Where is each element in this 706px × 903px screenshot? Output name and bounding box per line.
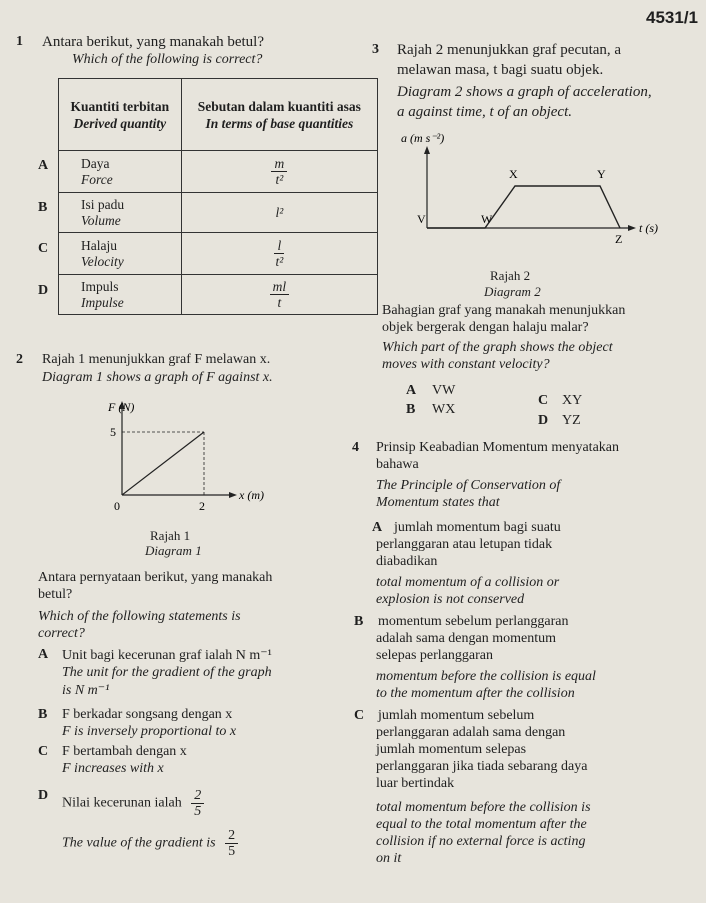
q2-option-c-en: F increases with x	[62, 761, 164, 776]
q1-head-col1: Kuantiti terbitan Derived quantity	[59, 79, 182, 151]
fraction: $\frac{2}{5}$	[225, 828, 238, 859]
q4-option-c-ms-2: perlanggaran adalah sama dengan	[376, 725, 566, 740]
fraction: $\frac{ml}{t}$	[270, 279, 290, 310]
table-row: Isi padu Volume l²	[59, 193, 378, 233]
q4-stem-ms-1: Prinsip Keabadian Momentum menyatakan	[376, 440, 619, 455]
q4-option-b-ms-3: selepas perlanggaran	[376, 648, 493, 663]
q2-option-d-letter[interactable]: D	[38, 788, 49, 803]
q4-option-c-en-2: equal to the total momentum after the	[376, 817, 587, 832]
q4-option-a-ms-3: diabadikan	[376, 554, 438, 569]
q4-option-c-ms-3: jumlah momentum selepas	[376, 742, 527, 757]
q1-option-letter-c[interactable]: C	[38, 241, 49, 256]
q4-option-b-en-2: to the momentum after the collision	[376, 686, 575, 701]
q2-x-tick: 2	[199, 499, 205, 513]
q4-stem-en-1: The Principle of Conservation of	[376, 478, 561, 493]
q3-option-c: XY	[562, 393, 583, 408]
q4-option-c-ms-1: jumlah momentum sebelum	[378, 708, 535, 723]
q3-option-a-letter[interactable]: A	[406, 383, 417, 398]
q4-option-c-ms-4: perlanggaran jika tiada sebarang daya	[376, 759, 588, 774]
q4-stem-ms-2: bahawa	[376, 457, 419, 472]
q1-option-letter-d[interactable]: D	[38, 283, 49, 298]
q3-number: 3	[372, 42, 379, 57]
q2-option-b-en: F is inversely proportional to x	[62, 724, 237, 739]
q1-number: 1	[16, 34, 23, 49]
q2-caption-en: Diagram 1	[145, 543, 202, 558]
q4-option-a-ms-1: jumlah momentum bagi suatu	[394, 520, 561, 535]
q2-y-axis-label: F (N)	[108, 400, 135, 414]
q2-question-ms-2: betul?	[38, 587, 73, 602]
q2-y-tick: 5	[110, 425, 116, 439]
q3-stem-ms-2: melawan masa, t bagi suatu objek.	[397, 62, 604, 78]
q3-question-ms-2: objek bergerak dengan halaju malar?	[382, 320, 589, 335]
q2-caption-ms: Rajah 1	[150, 528, 191, 543]
q4-option-c-en-1: total momentum before the collision is	[376, 800, 591, 815]
q2-question-en-2: correct?	[38, 626, 85, 641]
q4-option-a-letter[interactable]: A	[372, 520, 383, 535]
q2-option-d-en: The value of the gradient is $\frac{2}{5}$	[62, 828, 238, 859]
q3-option-d-letter[interactable]: D	[538, 413, 549, 428]
q1-table	[58, 78, 378, 315]
q4-option-c-en-4: on it	[376, 851, 402, 866]
q1-stem-ms: Antara berikut, yang manakah betul?	[42, 34, 264, 50]
q3-point-y: Y	[597, 167, 606, 181]
fraction: $\frac{m}{\text{t²}}$	[271, 156, 287, 187]
q4-option-b-ms-2: adalah sama dengan momentum	[376, 631, 556, 646]
q1-head-col2: Sebutan dalam kuantiti asas In terms of base quantities	[181, 79, 377, 151]
q1-option-letter-b[interactable]: B	[38, 200, 48, 215]
table-row: Daya Force $\frac{m}{\text{t²}}$	[59, 151, 378, 193]
q4-option-b-ms-1: momentum sebelum perlanggaran	[378, 614, 569, 629]
q2-option-b-ms: F berkadar songsang dengan x	[62, 707, 233, 722]
q3-option-a: VW	[432, 383, 456, 398]
q4-number: 4	[352, 440, 359, 455]
q4-option-a-en-2: explosion is not conserved	[376, 592, 525, 607]
q2-question-ms-1: Antara pernyataan berikut, yang manakah	[38, 570, 273, 585]
q2-option-c-ms: F bertambah dengan x	[62, 744, 187, 759]
q2-question-en-1: Which of the following statements is	[38, 609, 241, 624]
q3-option-b: WX	[432, 402, 456, 417]
q3-question-en-2: moves with constant velocity?	[382, 357, 550, 372]
q3-question-ms-1: Bahagian graf yang manakah menunjukkan	[382, 303, 626, 318]
q4-option-c-en-3: collision if no external force is acting	[376, 834, 586, 849]
q3-point-z: Z	[615, 232, 623, 246]
q3-option-b-letter[interactable]: B	[406, 402, 416, 417]
q2-graph	[100, 395, 270, 525]
q2-option-d-ms: Nilai kecerunan ialah $\frac{2}{5}$	[62, 788, 204, 819]
q2-stem-ms: Rajah 1 menunjukkan graf F melawan x.	[42, 352, 271, 367]
q4-option-a-en-1: total momentum of a collision or	[376, 575, 560, 590]
q2-x-axis-label: x (m)	[239, 488, 264, 502]
q2-option-a-ms: Unit bagi kecerunan graf ialah N m⁻¹	[62, 648, 272, 663]
q3-stem-en-1: Diagram 2 shows a graph of acceleration,	[397, 84, 652, 100]
q3-graph	[395, 128, 670, 268]
q2-option-a-en-1: The unit for the gradient of the graph	[62, 665, 272, 680]
table-row: Impuls Impulse $\frac{ml}{t}$	[59, 275, 378, 315]
q3-y-axis-label: a (m s⁻²)	[401, 131, 445, 145]
q3-graph-line	[427, 186, 620, 228]
q2-graph-line	[122, 432, 204, 495]
q3-x-axis-label: t (s)	[639, 221, 658, 235]
q2-option-b-letter[interactable]: B	[38, 707, 48, 722]
q3-point-x: X	[509, 167, 518, 181]
q4-option-c-ms-5: luar bertindak	[376, 776, 455, 791]
q4-option-b-en-1: momentum before the collision is equal	[376, 669, 596, 684]
q2-option-c-letter[interactable]: C	[38, 744, 49, 759]
q4-option-a-ms-2: perlanggaran atau letupan tidak	[376, 537, 553, 552]
q4-option-c-letter[interactable]: C	[354, 708, 365, 723]
q3-option-d: YZ	[562, 413, 581, 428]
q1-option-letter-a[interactable]: A	[38, 158, 49, 173]
q2-origin-label: 0	[114, 499, 120, 513]
q3-point-v: V	[417, 212, 426, 226]
q2-stem-en: Diagram 1 shows a graph of F against x.	[42, 370, 273, 385]
q3-question-en-1: Which part of the graph shows the object	[382, 340, 613, 355]
q1-stem-en: Which of the following is correct?	[72, 52, 263, 67]
q4-stem-en-2: Momentum states that	[376, 495, 500, 510]
fraction: $\frac{l}{\text{t²}}$	[275, 238, 284, 269]
q3-caption-en: Diagram 2	[484, 284, 541, 299]
q3-caption-ms: Rajah 2	[490, 268, 531, 283]
q3-stem-ms-1: Rajah 2 menunjukkan graf pecutan, a	[397, 42, 622, 58]
paper-code: 4531/1	[646, 8, 698, 27]
q2-option-a-en-2: is N m⁻¹	[62, 683, 110, 698]
q3-option-c-letter[interactable]: C	[538, 393, 549, 408]
q3-point-w: W	[481, 212, 493, 226]
q4-option-b-letter[interactable]: B	[354, 614, 364, 629]
fraction: $\frac{2}{5}$	[191, 788, 204, 819]
q2-option-a-letter[interactable]: A	[38, 647, 49, 662]
q2-number: 2	[16, 352, 23, 367]
table-row: Halaju Velocity $\frac{l}{\text{t²}}$	[59, 233, 378, 275]
q3-stem-en-2: a against time, t of an object.	[397, 104, 572, 120]
